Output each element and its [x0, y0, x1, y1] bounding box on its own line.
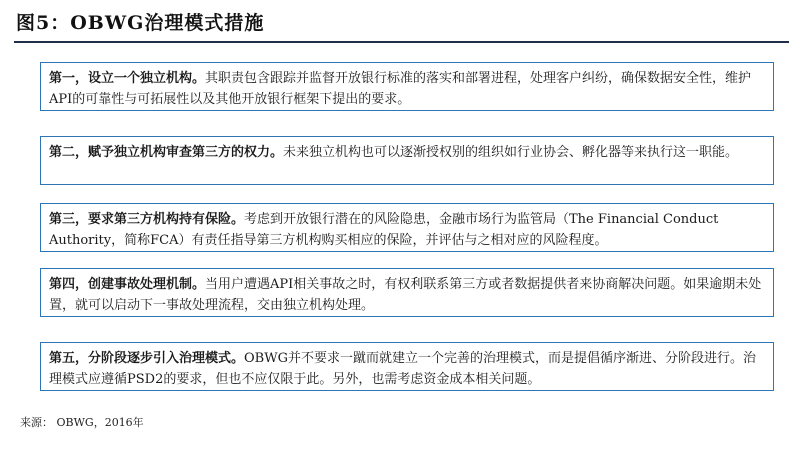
source-note: 来源： OBWG，2016年: [20, 416, 144, 429]
title-divider: [14, 41, 789, 43]
measure-4-lead: 第四，创建事故处理机制。: [49, 277, 206, 292]
measure-box-5: [40, 342, 774, 391]
measure-2-lead: 第二，赋予独立机构审查第三方的权力。: [49, 145, 284, 160]
page-title: 图5：OBWG治理模式措施: [16, 12, 265, 34]
measure-2-text: 未来独立机构也可以逐渐授权别的组织如行业协会、孵化器等来执行这一职能。: [283, 145, 739, 160]
measure-box-1: [40, 62, 774, 111]
measure-box-3: [40, 203, 774, 252]
measure-4-text: 当用户遭遇API相关事故之时，有权利联系第三方或者数据提供者来协商解决问题。如果逾期未处置，就可以启动下一事故处理流程，交由独立机构处理。: [49, 277, 762, 313]
measure-1-lead: 第一，设立一个独立机构。: [49, 71, 206, 86]
measure-5-text: OBWG并不要求一蹴而就建立一个完善的治理模式，而是提倡循序渐进、分阶段进行。治理模式应遵循PSD2的要求，但也不应仅限于此。另外，也需考虑资金成本相关问题。: [49, 351, 756, 387]
measure-5-lead: 第五，分阶段逐步引入治理模式。: [49, 351, 245, 366]
measure-box-2: [40, 136, 774, 185]
measure-3-text: 考虑到开放银行潜在的风险隐患，金融市场行为监管局（The Financial Conduct Authority，简称FCA）有责任指导第三方机构购买相应的保险，并评估与之相对应的风险程度。: [49, 212, 719, 248]
measure-box-4: [40, 268, 774, 317]
measure-3-lead: 第三，要求第三方机构持有保险。: [49, 212, 245, 227]
measure-1-text: 其职责包含跟踪并监督开放银行标准的落实和部署进程，处理客户纠纷，确保数据安全性，维护API的可靠性与可拓展性以及其他开放银行框架下提出的要求。: [49, 71, 752, 107]
